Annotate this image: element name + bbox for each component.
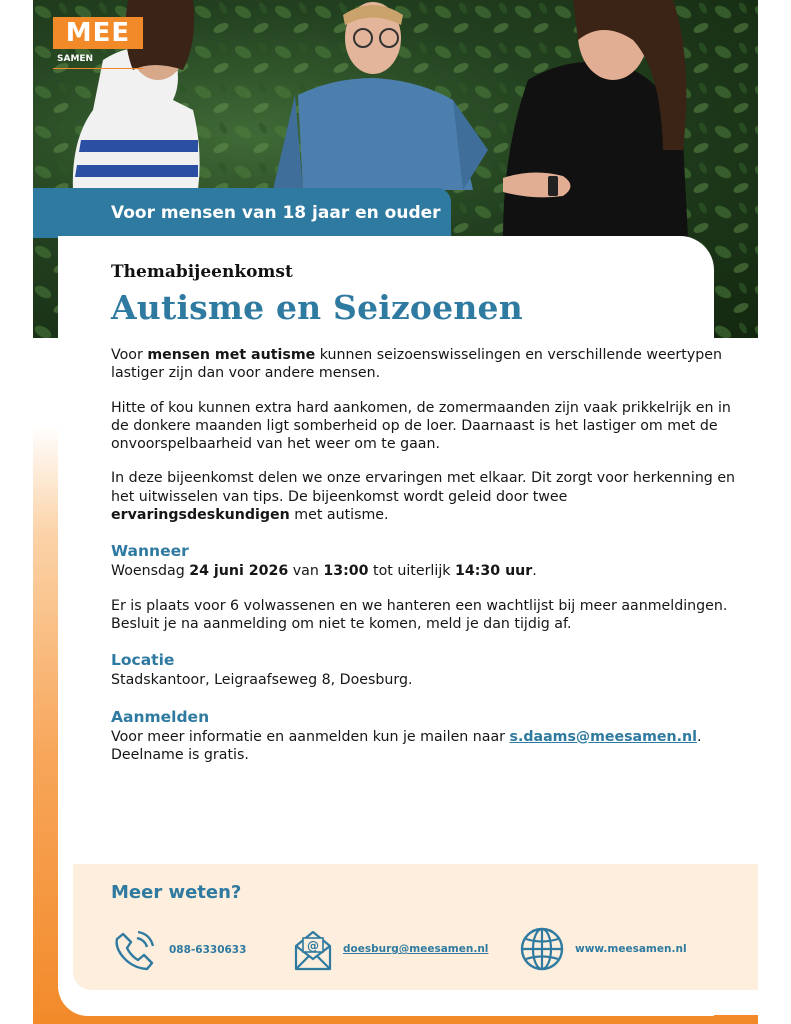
aanmelden-heading: Aanmelden [111, 707, 210, 726]
contact-website[interactable] [519, 926, 687, 972]
wanneer-text [111, 562, 741, 580]
text: Voor meer informatie en aanmelden kun je mailen naar [111, 728, 510, 745]
locatie-text: Stadskantoor, Leigraafseweg 8, Doesburg. [111, 672, 413, 689]
intro-paragraph-1 [111, 346, 741, 383]
start-time: 13:00 [323, 563, 369, 580]
logo-underline [53, 68, 143, 69]
page-title: Autisme en Seizoenen [111, 288, 523, 327]
info-box-title: Meer weten? [111, 882, 242, 903]
signup-email-link[interactable]: s.daams@meesamen.nl [509, 728, 697, 745]
logo-subtext: SAMEN [57, 54, 94, 64]
svg-text:@: @ [307, 939, 319, 953]
intro-paragraph-3 [111, 469, 741, 524]
text: tot uiterlijk [368, 563, 455, 580]
mee-samen-logo [53, 17, 143, 69]
text: Voor [111, 347, 148, 363]
footer-email: doesburg@meesamen.nl [343, 943, 489, 955]
info-box [73, 864, 758, 990]
phone-number: 088-6330633 [169, 944, 247, 956]
wanneer-heading: Wanneer [111, 542, 189, 561]
text: . [532, 563, 537, 580]
emphasis: ervaringsdeskundigen [111, 507, 290, 524]
text: . Deelname is gratis. [111, 728, 702, 763]
globe-icon [519, 926, 565, 972]
phone-icon [111, 926, 159, 974]
event-type: Themabijeenkomst [111, 262, 293, 282]
email-icon [293, 926, 333, 972]
text: In deze bijeenkomst delen we onze ervaringen met elkaar. Dit zorgt voor herkenning en het uitwisselen van tips. De bijeenkomst wordt geleid door twee [111, 470, 736, 505]
text: met autisme. [289, 507, 389, 524]
end-time: 14:30 uur [454, 563, 533, 580]
locatie-heading: Locatie [111, 651, 175, 670]
intro-paragraph-2: Hitte of kou kunnen extra hard aankomen, de zomermaanden zijn vaak prikkelrijk en in de donkere maanden ligt somberheid op de loer. Daarnaast is het lastiger om met de onvoorspelbaarheid van het weer om te gaan. [111, 399, 731, 453]
orange-bottom-bar [33, 1015, 758, 1024]
text: kunnen seizoenswisselingen en verschillende weertypen lastiger zijn dan voor andere mensen. [111, 347, 722, 382]
audience-banner: Voor mensen van 18 jaar en ouder [33, 188, 451, 238]
event-date: 24 juni 2026 [189, 563, 289, 580]
text: van [288, 563, 324, 580]
contact-phone[interactable] [111, 926, 246, 974]
capacity-note: Er is plaats voor 6 volwassenen en we hanteren een wachtlijst bij meer aanmeldingen. Besluit je na aanmelding om niet te komen, meld je dan tijdig af. [111, 597, 728, 632]
contact-email[interactable] [293, 926, 488, 972]
main-content [111, 262, 741, 764]
text: Woensdag [111, 563, 190, 580]
logo-mark: MEE [53, 17, 143, 49]
website-url: www.meesamen.nl [575, 943, 687, 955]
emphasis: mensen met autisme [147, 347, 316, 363]
aanmelden-text [111, 728, 741, 765]
